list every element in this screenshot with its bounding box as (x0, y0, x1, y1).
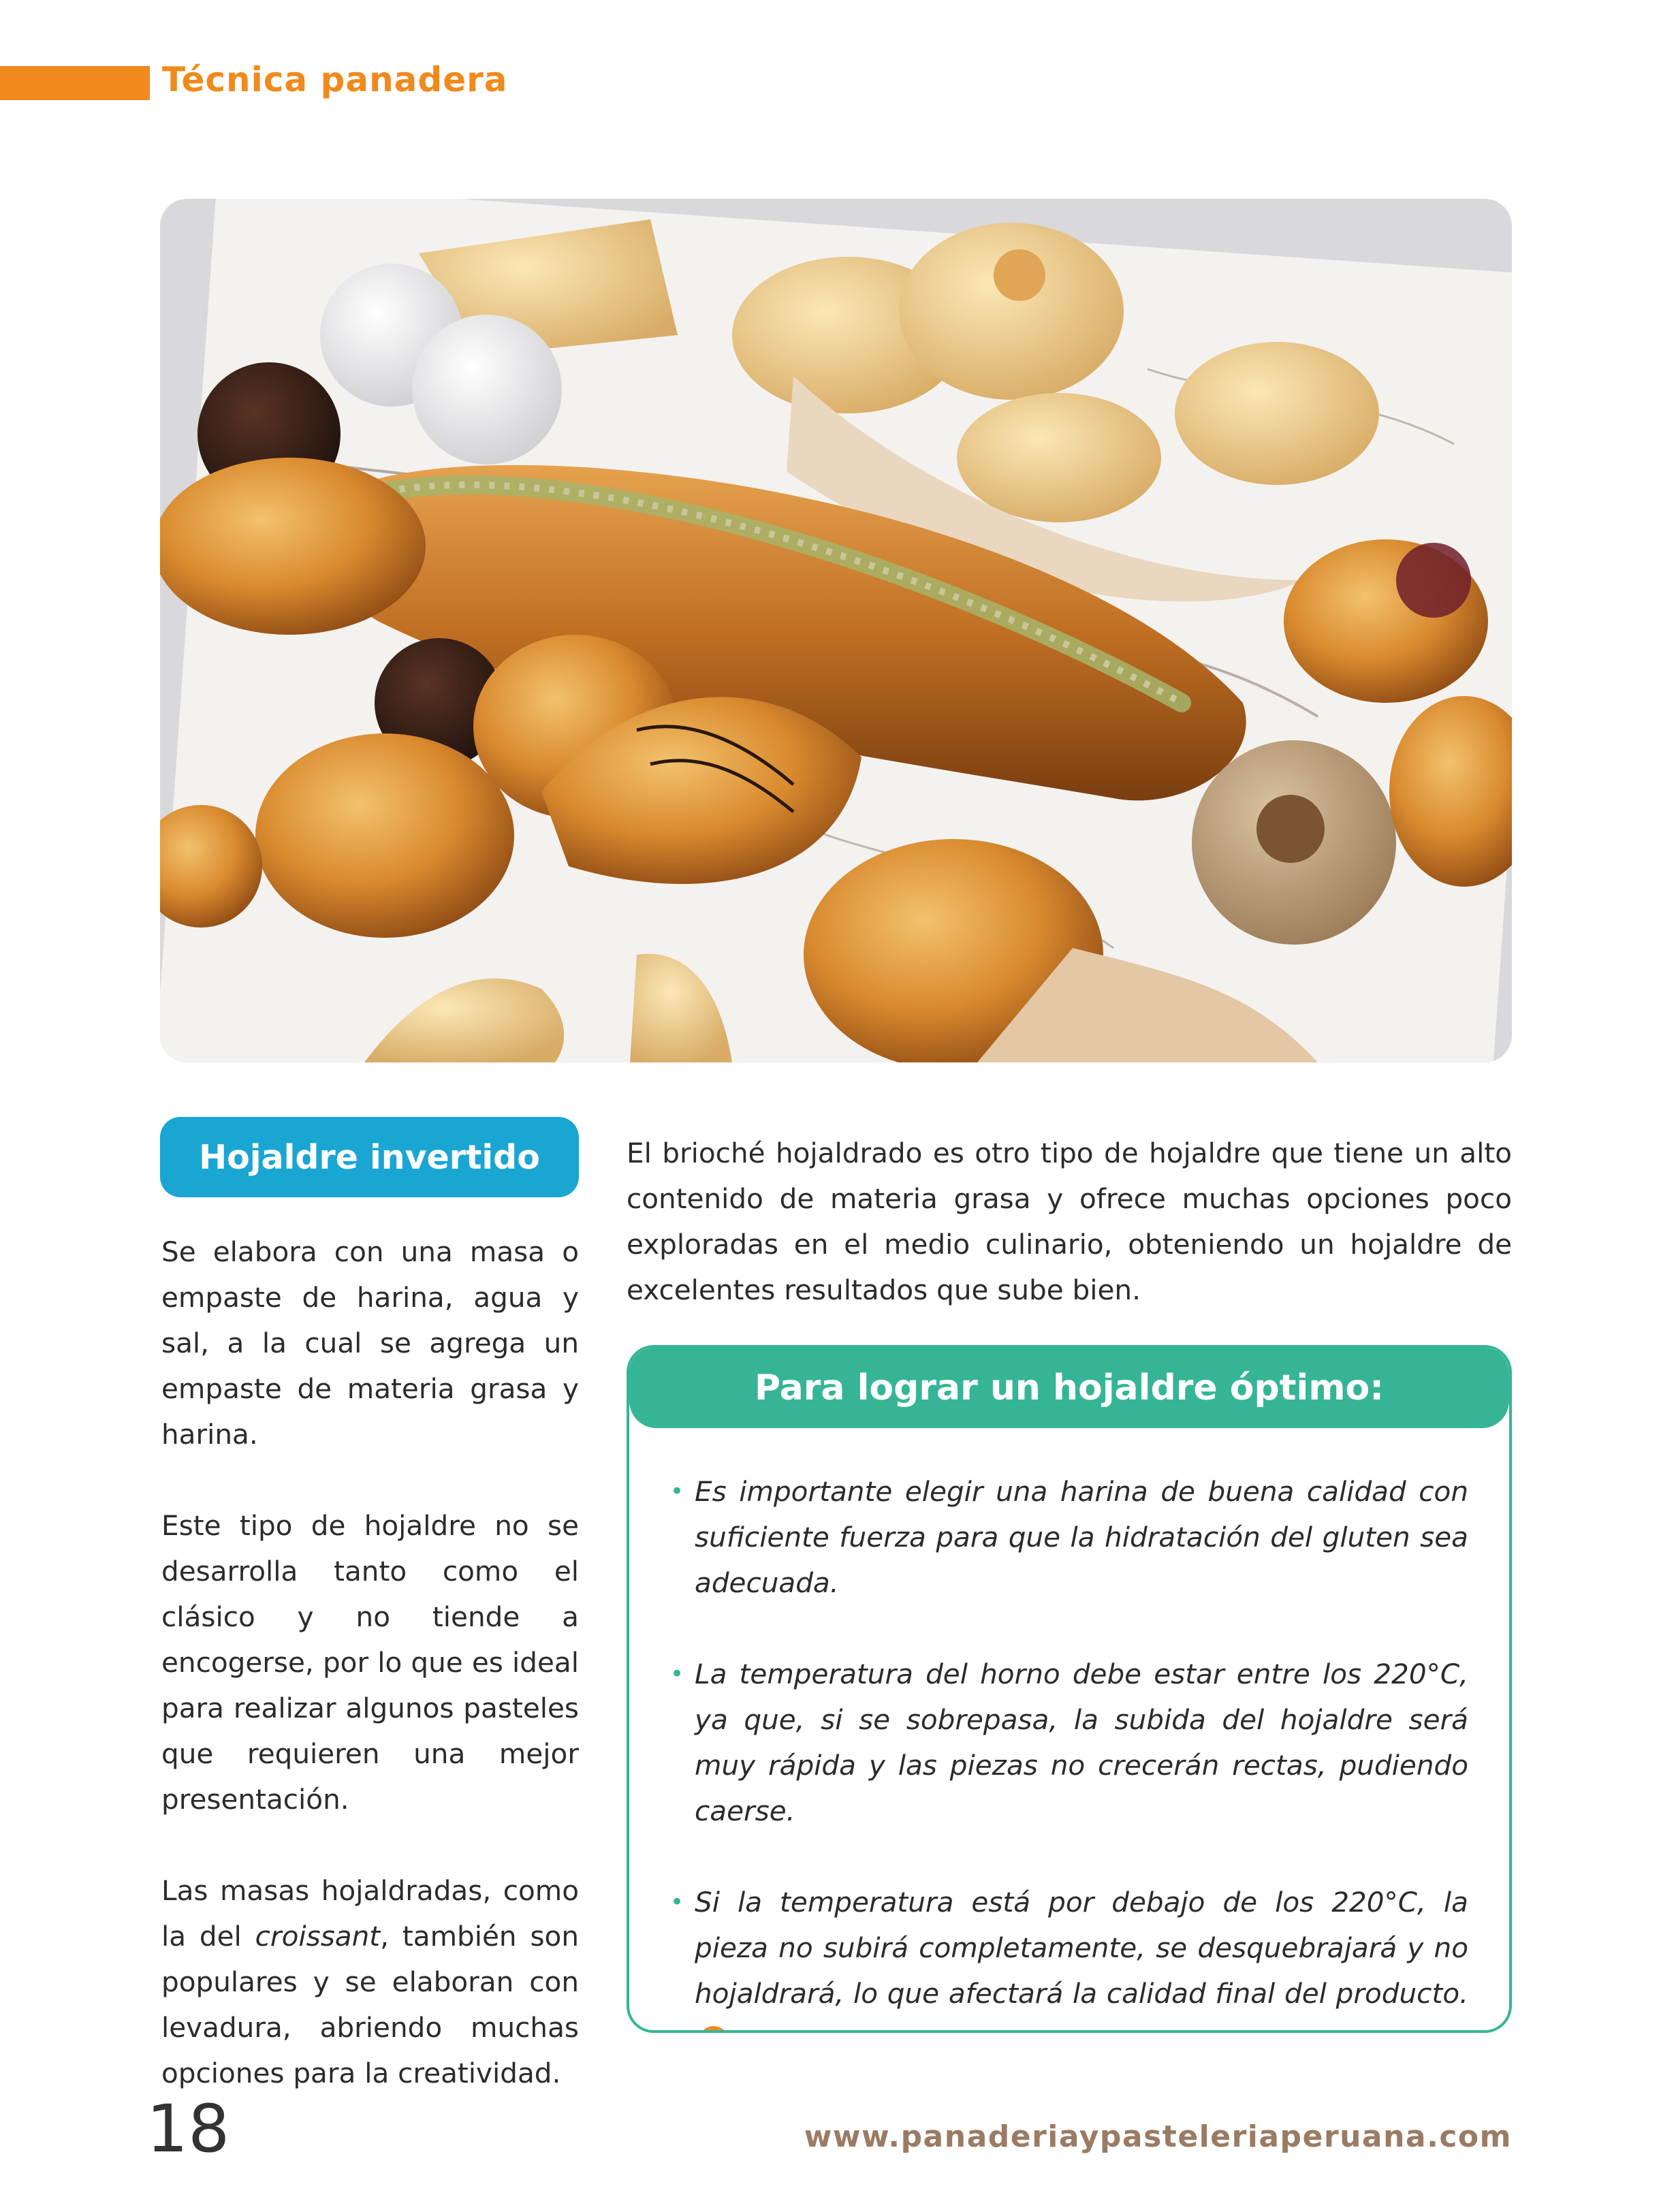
paragraph-1: Se elabora con una masa o empaste de harina, agua y sal, a la cual se agrega un empaste de materia grasa y harina. (161, 1235, 579, 1451)
tip-item (670, 1652, 1468, 1834)
tips-title: Para lograr un hojaldre óptimo: (629, 1348, 1509, 1428)
brioche-paragraph: El brioché hojaldrado es otro tipo de hojaldre que tiene un alto contenido de materia grasa y ofrece muchas opciones poco exploradas en el medio culinario, obteniendo un hojaldre de excelentes resultados que sube bien. (627, 1137, 1512, 1306)
tip-item (670, 1469, 1468, 1606)
left-column-text (161, 1229, 579, 2096)
website-url: www.panaderiaypasteleriaperuana.com (804, 2119, 1512, 2154)
paragraph-3-start: Las masas hojaldradas, como la del (161, 1874, 579, 1953)
tip-text: Es importante elegir una harina de buena calidad con suficiente fuerza para que la hidratación del gluten sea adecuada. (695, 1475, 1468, 1599)
section-bar (0, 66, 150, 100)
paragraph-2: Este tipo de hojaldre no se desarrolla tanto como el clásico y no tiende a encogerse, por lo que es ideal para realizar algunos pasteles que requieren una mejor presentación. (161, 1509, 579, 1816)
paragraph-3 (161, 1868, 579, 2096)
tips-list (629, 1428, 1509, 2052)
paragraph-3-end: , también son populares y se elaboran con levadura, abriendo muchas opciones para la creatividad. (161, 1920, 579, 2089)
pastries-photo (160, 199, 1512, 1062)
tips-box (627, 1345, 1512, 2052)
logo-p-icon (699, 2026, 729, 2052)
hojaldre-invertido-heading: Hojaldre invertido (160, 1117, 579, 1197)
tip-text: La temperatura del horno debe estar entre los 220°C, ya que, si se sobrepasa, la subida del hojaldre será muy rápida y las piezas no crecerán rectas, pudiendo caerse. (695, 1658, 1468, 1827)
tip-item (670, 1880, 1468, 2052)
page-number: 18 (146, 2091, 230, 2167)
section-title: Técnica panadera (162, 60, 508, 99)
tip-text: Si la temperatura está por debajo de los 220°C, la pieza no subirá completamente, se desquebrajará y no hojaldrará, lo que afectará la calidad final del producto. (695, 1886, 1468, 2010)
svg-text:P: P (706, 2029, 721, 2052)
croissant-term: croissant (255, 1920, 381, 1953)
